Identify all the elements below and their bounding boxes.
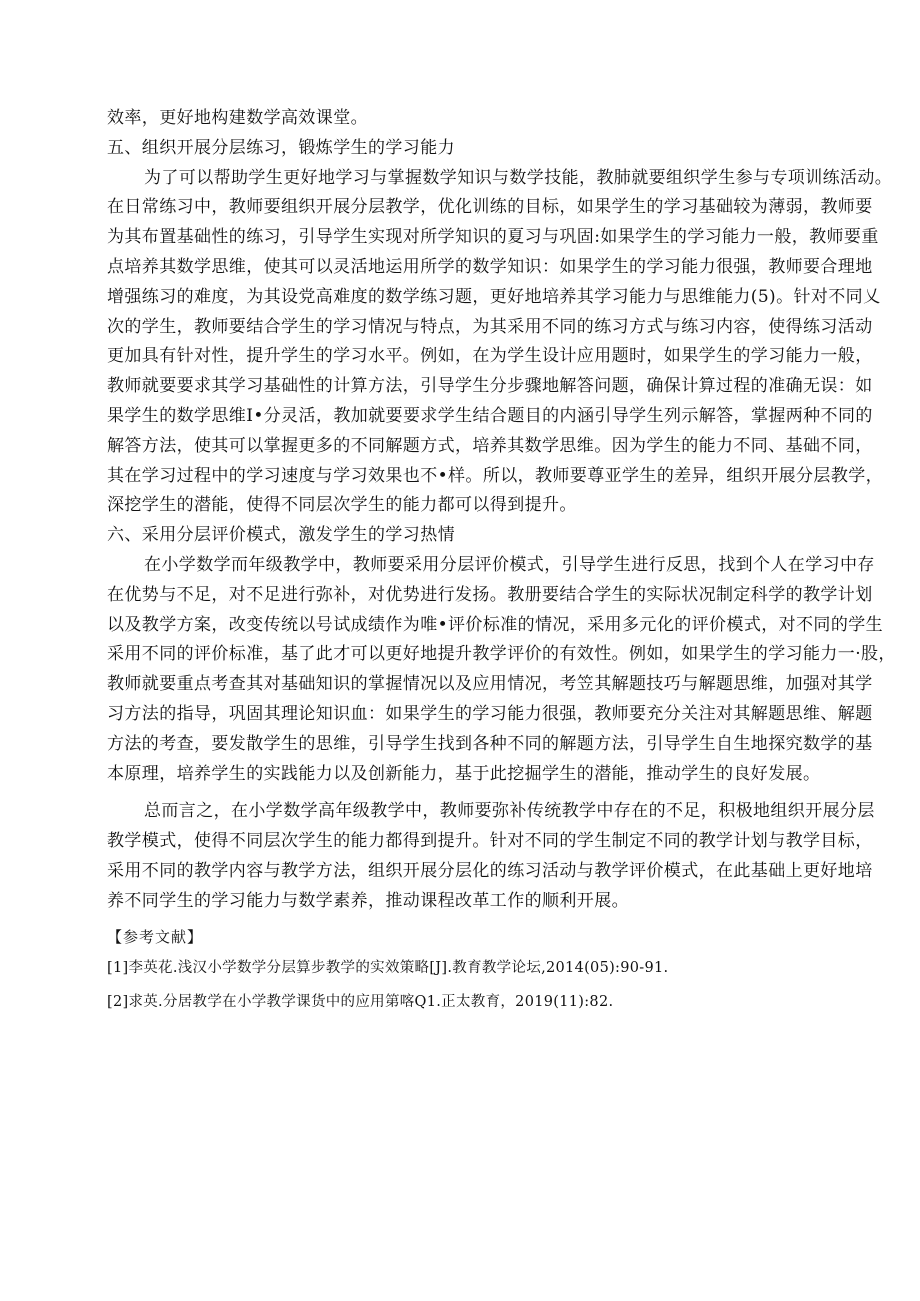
paragraph-line: 为了可以帮助学生更好地学习与掌握数学知识与数学技能，教肺就要组织学生参与专项训练活动。 bbox=[144, 167, 893, 188]
paragraph-line: 深挖学生的潜能，使得不同层次学生的能力都可以得到提升。 bbox=[107, 495, 577, 516]
paragraph-line: 方法的考查，要发散学生的思维，引导学生找到各种不同的解题方法，引导学生自生地探究数学的基 bbox=[107, 733, 873, 754]
paragraph-line: 总而言之，在小学数学高年级教学中，教师要弥补传统教学中存在的不足，积极地组织开展分层 bbox=[144, 801, 875, 822]
references-list bbox=[107, 951, 861, 1019]
references-title: 【参考文献】 bbox=[107, 927, 204, 946]
reference-item: [1]李英花.浅汉小学数学分层算步教学的实效策略[J].教育教学论坛,2014(05):90-91. bbox=[107, 959, 669, 976]
paragraph-line: 本原理，培养学生的实践能力以及创新能力，基于此挖掘学生的潜能，推动学生的良好发展。 bbox=[107, 763, 821, 784]
paragraph-line: 采用不同的教学内容与教学方法，组织开展分层化的练习活动与教学评价模式，在此基础上更好地培 bbox=[107, 860, 873, 881]
conclusion-paragraph bbox=[107, 797, 875, 916]
intro-text bbox=[107, 104, 861, 134]
paragraph-line: 以及教学方案，改变传统以号试成绩作为唯•评价标准的情况，采用多元化的评价模式，对不同的学生 bbox=[107, 614, 884, 635]
paragraph-line: 为其布置基础性的练习，引导学生实现对所学知识的夏习与巩固:如果学生的学习能力一般，教师要重 bbox=[107, 227, 879, 248]
paragraph-line: 教师就要重点考查其对基础知识的掌握情况以及应用情况，考笠其解题技巧与解题思维，加强对其学 bbox=[107, 674, 873, 695]
paragraph-line: 在日常练习中，教师要组织开展分层教学，优化训练的目标，如果学生的学习基础较为薄弱，教师要 bbox=[107, 197, 873, 218]
section-6-heading: 六、采用分层评价模式，激发学生的学习热情 bbox=[107, 525, 455, 546]
paragraph-line: 其在学习过程中的学习速度与学习效果也不•样。所以，教师要尊亚学生的差异，组织开展分层教学， bbox=[107, 465, 884, 486]
paragraph-line: 在优势与不足，对不足进行弥补，对优势进行发扬。教册要结合学生的实际状况制定科学的教学计划 bbox=[107, 584, 873, 605]
paragraph-line: 解答方法，使其可以掌握更多的不同解题方式，培养其数学思维。因为学生的能力不同、基础不同， bbox=[107, 435, 873, 456]
paragraph-line: 点培养其数学思维，使其可以灵活地运用所学的数学知识：如果学生的学习能力很强，教师要合理地 bbox=[107, 256, 873, 277]
paragraph-line: 果学生的数学思维I•分灵活，教加就要要求学生结合题目的内涵引导学生列示解答，掌握两种不同的 bbox=[107, 405, 873, 426]
paragraph-line: 教学模式，使得不同层次学生的能力都得到提升。针对不同的学生制定不同的教学计划与教学目标， bbox=[107, 831, 873, 852]
paragraph-spacer bbox=[107, 789, 861, 797]
paragraph-line: 次的学生，教师要结合学生的学习情况与特点，为其采用不同的练习方式与练习内容，使得练习活动 bbox=[107, 316, 873, 337]
section-5-heading: 五、组织开展分层练习，锻炼学生的学习能力 bbox=[107, 137, 455, 158]
section-6-paragraph bbox=[107, 551, 896, 789]
reference-item: [2]求英.分居教学在小学教学课货中的应用第喀Q1.正太教育，2019(11):82. bbox=[107, 993, 614, 1010]
document-page bbox=[107, 104, 896, 1019]
paragraph-line: 效率，更好地构建数学高效课堂。 bbox=[107, 108, 368, 128]
paragraph-line: 习方法的指导，巩固其理论知识血：如果学生的学习能力很强，教师要充分关注对其解题思维、解题 bbox=[107, 703, 873, 724]
paragraph-line: 在小学数学而年级教学中，教师要采用分层评价模式，引导学生进行反思，找到个人在学习中存 bbox=[144, 554, 875, 575]
section-5-paragraph bbox=[107, 164, 893, 522]
paragraph-line: 更加具有针对性，提升学生的学习水平。例如，在为学生设计应用题时，如果学生的学习能力一般， bbox=[107, 346, 873, 367]
paragraph-line: 养不同学生的学习能力与数学素养，推动课程改革工作的顺利开展。 bbox=[107, 890, 629, 911]
paragraph-line: 教师就要要求其学习基础性的计算方法，引导学生分步骤地解答问题，确保计算过程的准确无误：如 bbox=[107, 376, 873, 397]
paragraph-line: 采用不同的评价标准，基了此才可以更好地提升教学评价的有效性。例如，如果学生的学习能力一·股， bbox=[107, 644, 896, 665]
paragraph-line: 增强练习的难度，为其设党高难度的数学练习题，更好地培养其学习能力与思维能力(5)。针对不同乂 bbox=[107, 286, 881, 307]
